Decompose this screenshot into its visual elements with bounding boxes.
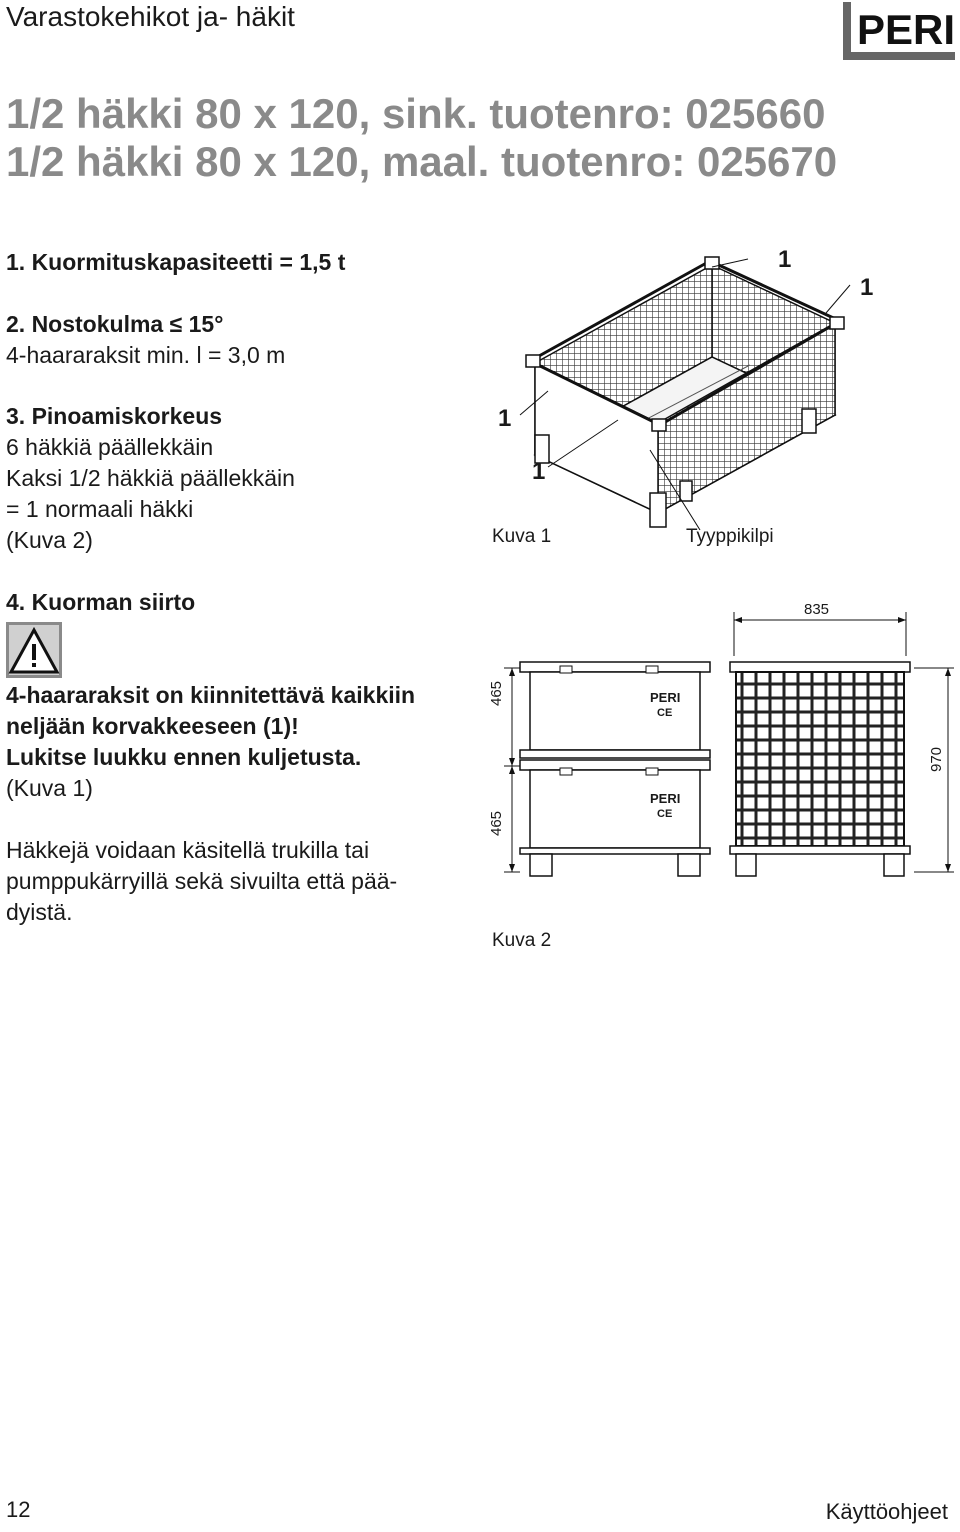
dim-height-970: 970: [928, 746, 945, 772]
section-4-bold-3: Lukitse luukku ennen kuljetusta.: [6, 744, 362, 770]
product-line-1: 1/2 häkki 80 x 120, sink. tuotenro: 025660: [6, 90, 826, 137]
peri-logo: [843, 2, 955, 60]
section-3-line-4: (Kuva 2): [6, 527, 93, 553]
ce-mark-upper: CE: [657, 707, 673, 719]
figure-2-caption: Kuva 2: [492, 930, 552, 951]
ce-mark-lower: CE: [657, 808, 673, 820]
section-4-title: 4. Kuorman siirto: [6, 589, 196, 615]
section-3-line-3: = 1 normaali häkki: [6, 496, 194, 522]
section-3-line-1: 6 häkkiä päällekkäin: [6, 434, 214, 460]
section-2-title: 2. Nostokulma ≤ 15°: [6, 311, 224, 337]
callout-1-right: 1: [860, 274, 874, 301]
logo-text: PERI: [857, 6, 956, 53]
warning-triangle-icon: [6, 622, 62, 678]
section-4-bold-1: 4-haararaksit on kiinnitettävä kaikkiin: [6, 682, 416, 708]
paragraph-line-1: Häkkejä voidaan käsitellä trukilla tai: [6, 837, 370, 863]
dim-height-465-upper: 465: [488, 680, 505, 706]
callout-1-left: 1: [498, 405, 512, 432]
section-1-title: 1. Kuormituskapasiteetti = 1,5 t: [6, 249, 346, 275]
dim-height-465-lower: 465: [488, 810, 505, 836]
product-line-2: 1/2 häkki 80 x 120, maal. tuotenro: 025670: [6, 138, 838, 185]
brand-mark-upper: PERI: [650, 690, 681, 705]
brand-mark-lower: PERI: [650, 791, 681, 806]
type-plate-label: Tyyppikilpi: [686, 526, 774, 547]
section-2-line: 4-haararaksit min. l = 3,0 m: [6, 342, 286, 368]
callout-1-bottom: 1: [532, 458, 546, 485]
document-name: Käyttöohjeet: [825, 1499, 948, 1524]
page-number: 12: [6, 1497, 31, 1522]
section-3-line-2: Kaksi 1/2 häkkiä päällekkäin: [6, 465, 295, 491]
section-4-line-4: (Kuva 1): [6, 775, 93, 801]
paragraph-line-2: pumppukärryillä sekä sivuilta että pää-: [6, 868, 398, 894]
section-3-title: 3. Pinoamiskorkeus: [6, 403, 223, 429]
dim-width-835: 835: [804, 601, 830, 618]
paragraph-line-3: dyistä.: [6, 899, 73, 925]
figure-1-caption: Kuva 1: [492, 526, 552, 547]
header-title: Varastokehikot ja- häkit: [6, 1, 295, 32]
section-4-bold-2: neljään korvakkeeseen (1)!: [6, 713, 299, 739]
callout-1-top: 1: [778, 246, 792, 273]
figure-2-drawing: [490, 600, 950, 890]
figure-1-drawing: [490, 245, 890, 545]
